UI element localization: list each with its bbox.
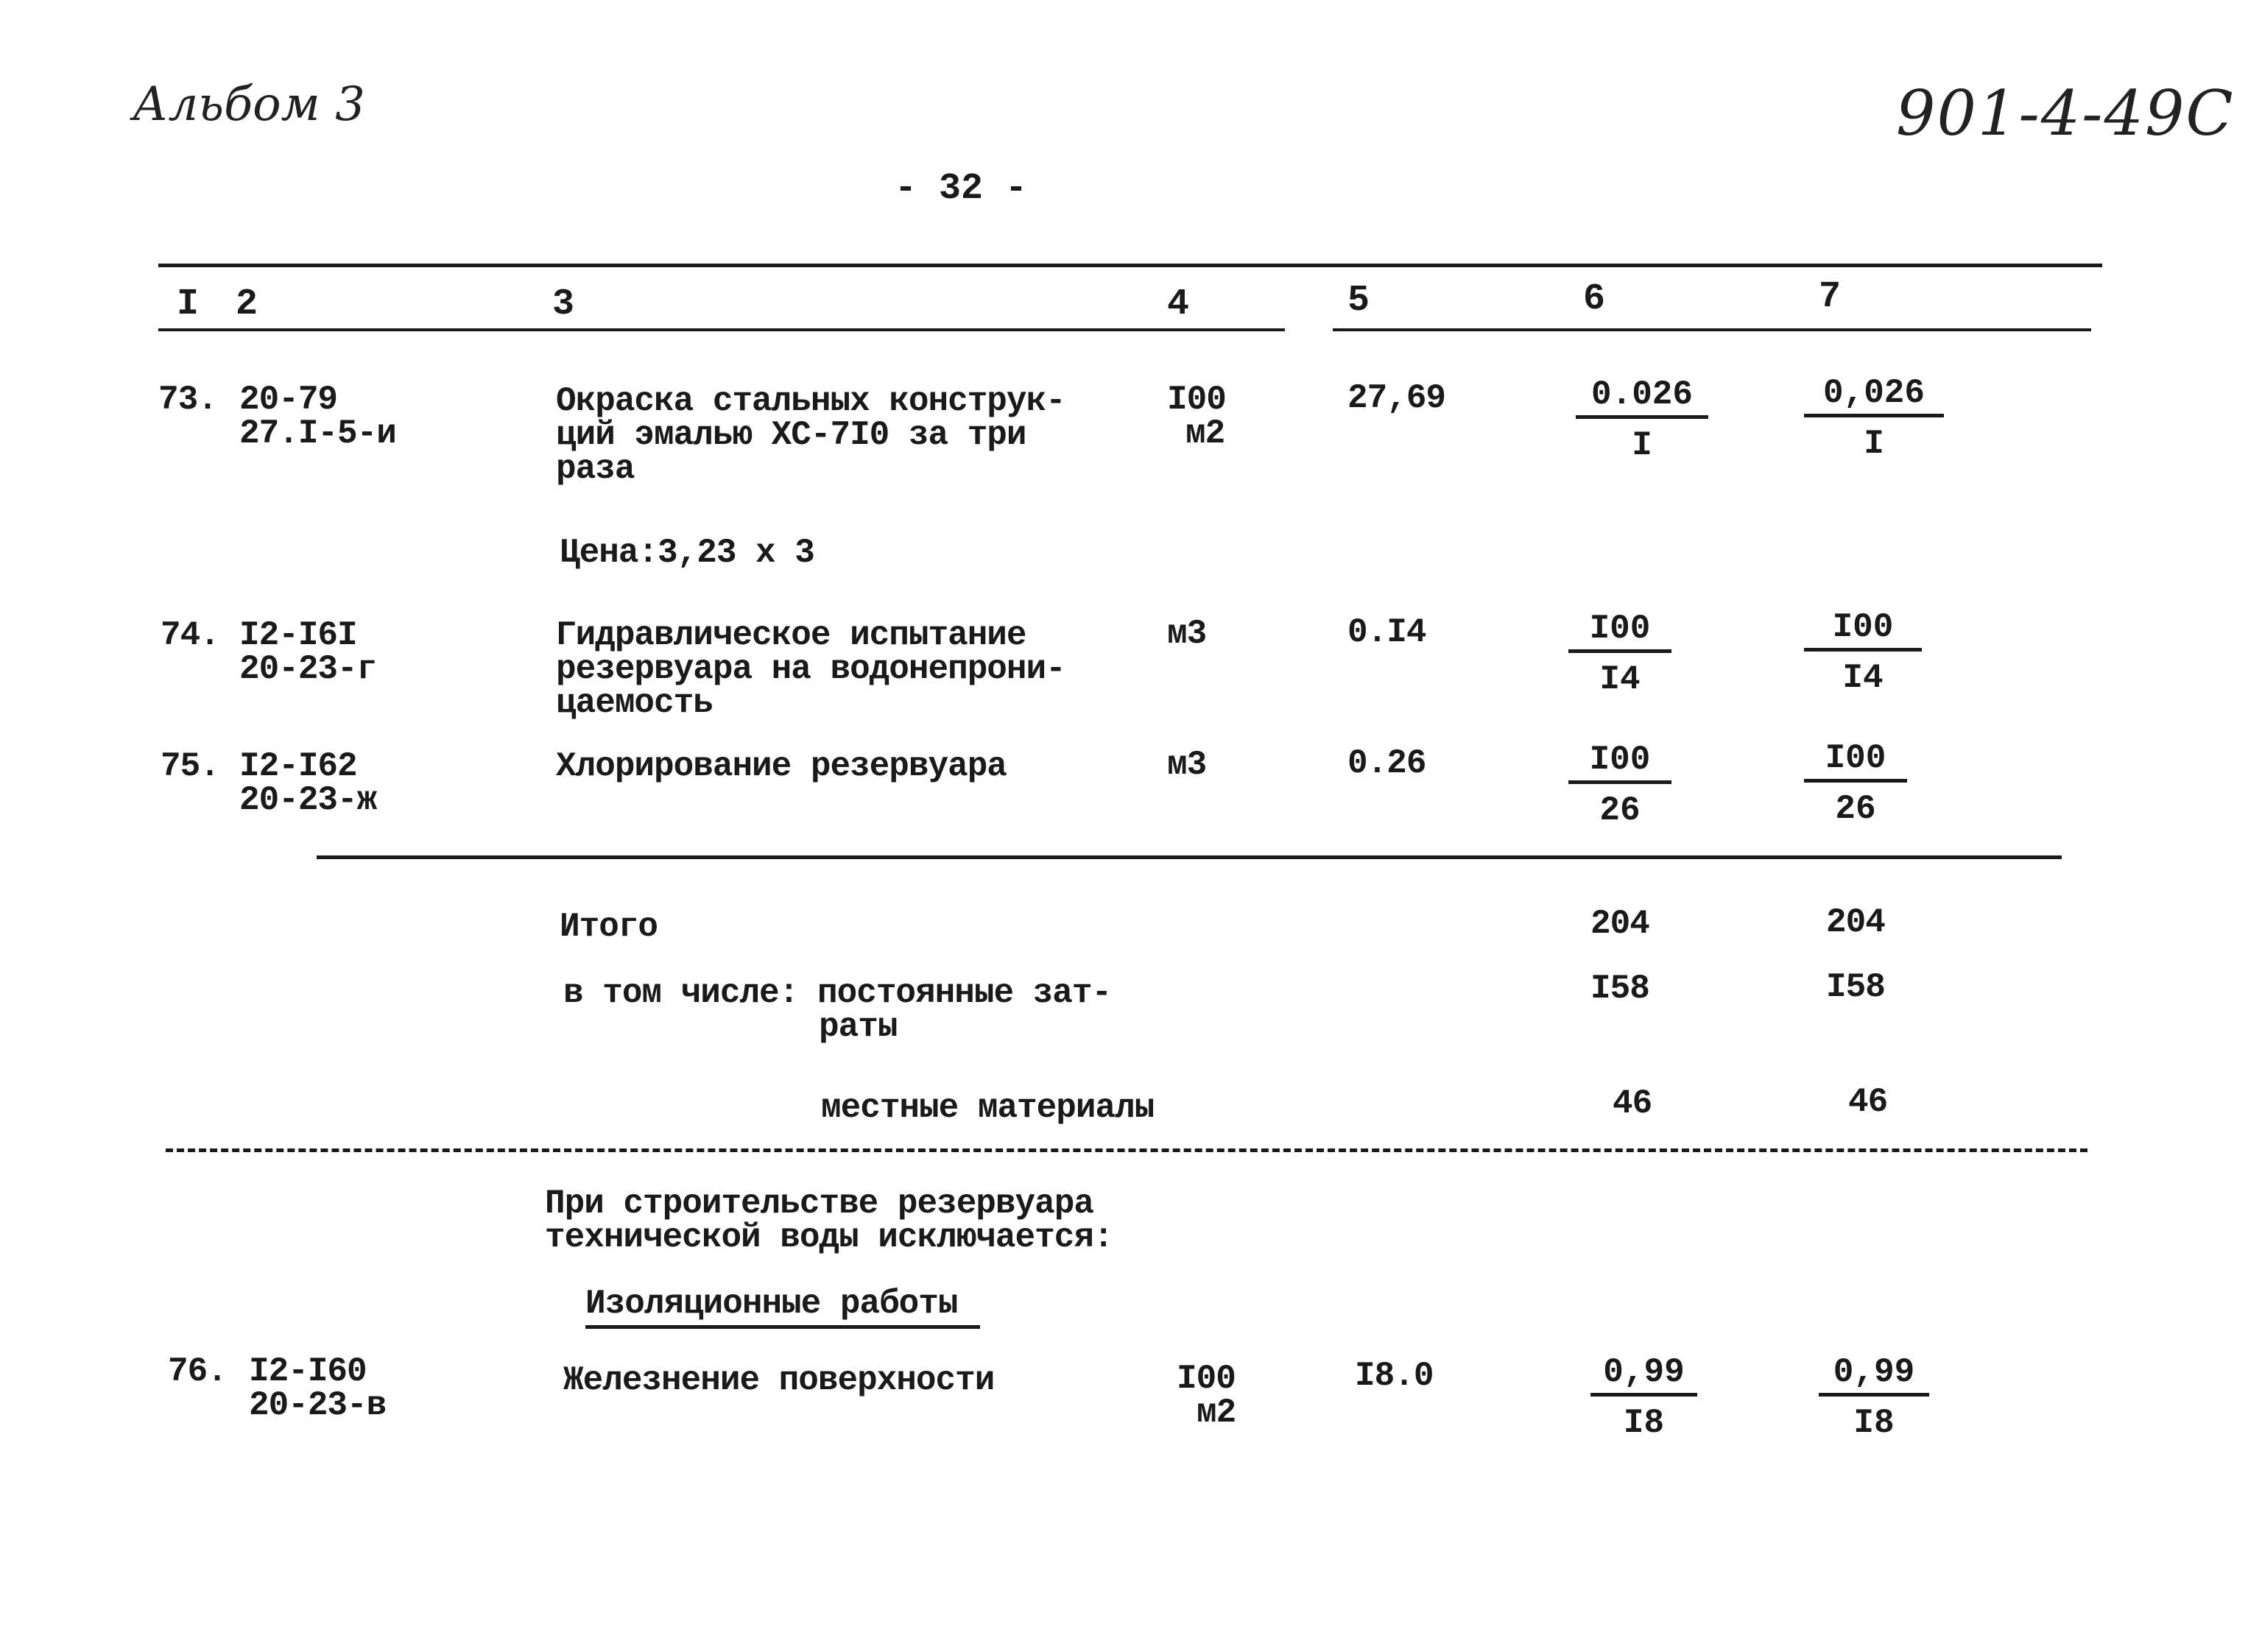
fraction-denominator: 26 — [1599, 791, 1641, 830]
row-col6-fraction — [1568, 742, 1671, 828]
column-header-5: 5 — [1347, 280, 1370, 322]
row-quantity: 0.I4 — [1347, 613, 1426, 652]
row-code-2: 20-23-г — [239, 650, 377, 688]
row-code-2: 20-23-ж — [239, 781, 377, 819]
row-quantity: I8.0 — [1355, 1357, 1434, 1395]
row-col6-fraction — [1576, 377, 1708, 463]
document-code: 901-4-49С — [1896, 77, 2235, 149]
permanent-costs-line-1: постоянные зат- — [817, 974, 1112, 1012]
column-header-7: 7 — [1819, 276, 1842, 318]
row-code-2: 27.I-5-и — [239, 414, 396, 453]
row-col7-fraction — [1804, 741, 1907, 827]
permanent-costs-line-2: раты — [819, 1008, 898, 1046]
row-col7-fraction — [1804, 375, 1944, 462]
row-number: 75. — [161, 747, 219, 786]
row-desc-line-1: Хлорирование резервуара — [556, 747, 1007, 786]
row-quantity: 27,69 — [1347, 379, 1446, 417]
column-header-3: 3 — [552, 283, 575, 325]
row-desc-line-3: цаемость — [556, 684, 713, 722]
header-rule-left — [158, 328, 1285, 331]
table-top-rule — [158, 264, 2102, 267]
header-rule-right — [1333, 328, 2091, 331]
fraction-denominator: I — [1864, 425, 1884, 463]
row-desc-line-3: раза — [556, 450, 635, 488]
page-number: - 32 - — [895, 168, 1028, 210]
row-desc-line-1: Гидравлическое испытание — [556, 616, 1026, 654]
totals-col7: 204 — [1826, 903, 1885, 942]
row-code-2: 20-23-в — [249, 1386, 387, 1425]
totals-label: Итого — [560, 908, 658, 946]
fraction-denominator: 26 — [1835, 790, 1876, 828]
fraction-numerator: 0,026 — [1804, 375, 1944, 417]
row-desc-line-2: ций эмалью ХС-7I0 за три — [556, 416, 1026, 454]
fraction-denominator: I8 — [1623, 1404, 1665, 1442]
permanent-costs-col7: I58 — [1826, 968, 1885, 1006]
row-price-note: Цена:3,23 х 3 — [560, 534, 814, 572]
row-desc-line-1: Окраска стальных конструк- — [556, 382, 1065, 420]
column-header-1: I — [177, 283, 200, 325]
totals-top-rule — [317, 855, 2062, 859]
permanent-costs-col6: I58 — [1590, 970, 1649, 1008]
row-unit-1: I00 — [1167, 381, 1226, 419]
excluded-text-line-1: При строительстве резервуара — [545, 1185, 1093, 1223]
row-number: 74. — [161, 616, 219, 654]
row-desc-line-2: резервуара на водонепрони- — [556, 650, 1065, 688]
row-unit-1: м3 — [1167, 746, 1207, 784]
row-col7-fraction — [1819, 1355, 1929, 1441]
including-label: в том числе: — [563, 974, 799, 1012]
row-desc-line-1: Железнение поверхности — [563, 1361, 995, 1399]
fraction-denominator: I8 — [1853, 1404, 1895, 1442]
row-code-1: I2-I62 — [239, 747, 357, 786]
fraction-numerator: I00 — [1804, 610, 1922, 652]
fraction-numerator: 0,99 — [1590, 1355, 1697, 1397]
local-materials-label: местные материалы — [821, 1089, 1155, 1127]
row-col6-fraction — [1568, 611, 1671, 697]
row-col7-fraction — [1804, 610, 1922, 696]
column-header-4: 4 — [1167, 283, 1190, 325]
fraction-numerator: 0.026 — [1576, 377, 1708, 419]
excluded-text-line-2: технической воды исключается: — [545, 1218, 1113, 1257]
fraction-numerator: 0,99 — [1819, 1355, 1929, 1397]
album-label: Альбом 3 — [133, 77, 365, 132]
row-unit-1: I00 — [1177, 1360, 1236, 1398]
row-number: 76. — [168, 1352, 227, 1391]
row-unit-1: м3 — [1167, 615, 1207, 653]
row-code-1: I2-I6I — [239, 616, 357, 654]
fraction-denominator: I4 — [1842, 659, 1884, 697]
local-materials-col6: 46 — [1613, 1084, 1652, 1123]
fraction-denominator: I4 — [1599, 660, 1641, 699]
fraction-numerator: I00 — [1568, 611, 1671, 653]
totals-col6: 204 — [1590, 905, 1649, 943]
column-header-6: 6 — [1583, 278, 1606, 320]
row-code-1: I2-I60 — [249, 1352, 367, 1391]
local-materials-col7: 46 — [1848, 1083, 1888, 1121]
column-header-2: 2 — [236, 283, 258, 325]
row-col6-fraction — [1590, 1355, 1697, 1441]
row-unit-2: м2 — [1197, 1394, 1236, 1432]
fraction-numerator: I00 — [1804, 741, 1907, 783]
row-quantity: 0.26 — [1347, 744, 1426, 783]
row-number: 73. — [158, 381, 217, 419]
row-code-1: 20-79 — [239, 381, 338, 419]
fraction-denominator: I — [1632, 426, 1652, 465]
totals-bottom-rule — [166, 1148, 2087, 1152]
section-title-insulation: Изоляционные работы — [585, 1287, 980, 1329]
fraction-numerator: I00 — [1568, 742, 1671, 784]
row-unit-2: м2 — [1185, 414, 1225, 453]
